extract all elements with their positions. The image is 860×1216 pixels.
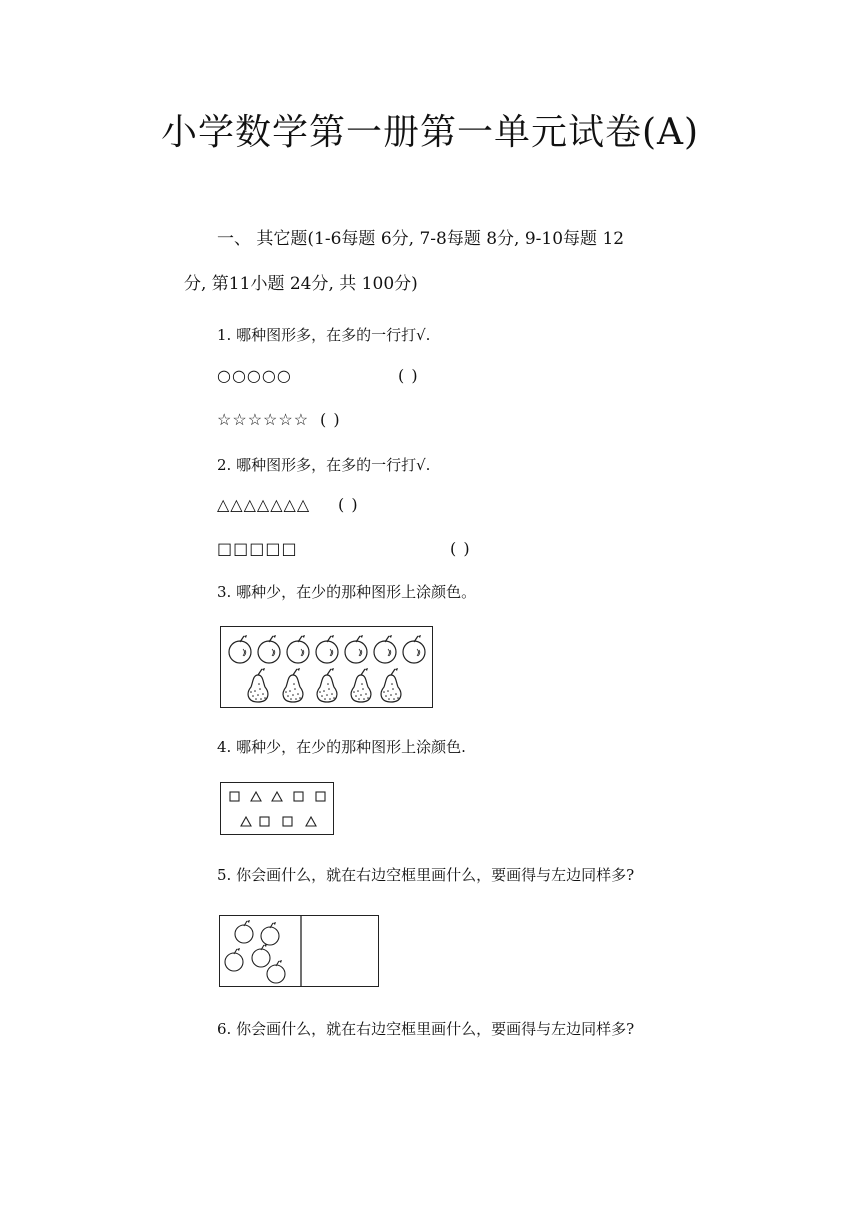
- apple-icon: [261, 922, 279, 945]
- square-icon: [230, 792, 239, 801]
- pear-icon: [381, 668, 401, 702]
- q5-empty-drawing-area[interactable]: [302, 916, 378, 986]
- apple-icon: [258, 635, 280, 663]
- apple-icon: [267, 960, 285, 983]
- page-title: 小学数学第一册第一单元试卷(A): [160, 112, 700, 153]
- q1-circles-answer-blank[interactable]: ( ): [398, 366, 419, 385]
- question-6: 6. 你会画什么，就在右边空框里画什么，要画得与左边同样多?: [217, 1020, 635, 1038]
- q3-fruit-box: [220, 626, 433, 708]
- q2-triangles-row: △△△△△△△: [217, 495, 311, 514]
- triangle-icon: [241, 817, 251, 826]
- apple-icon: [235, 920, 253, 943]
- section-heading-line2: 分, 第11小题 24分, 共 100分): [184, 274, 418, 294]
- q4-shapes-box: [220, 782, 334, 835]
- question-2: 2. 哪种图形多，在多的一行打√.: [217, 456, 431, 474]
- q1-circles-row: ○○○○○: [217, 366, 292, 385]
- pear-icon: [351, 668, 371, 702]
- apple-icon: [403, 635, 425, 663]
- apple-icon: [316, 635, 338, 663]
- q1-stars-answer-blank[interactable]: ( ): [320, 410, 341, 429]
- apple-icon: [345, 635, 367, 663]
- triangle-icon: [272, 792, 282, 801]
- apple-icon: [252, 944, 270, 967]
- q1-stars-row: ☆☆☆☆☆☆: [217, 410, 310, 429]
- pear-icon: [248, 668, 268, 702]
- square-icon: [316, 792, 325, 801]
- apple-icon: [287, 635, 309, 663]
- square-icon: [294, 792, 303, 801]
- q2-triangles-answer-blank[interactable]: ( ): [338, 495, 359, 514]
- pear-icon: [283, 668, 303, 702]
- square-icon: [260, 817, 269, 826]
- q2-squares-row: □□□□□: [217, 539, 298, 558]
- section-heading-line1: 一、 其它题(1-6每题 6分, 7-8每题 8分, 9-10每题 12: [217, 229, 625, 249]
- apple-icon: [229, 635, 251, 663]
- question-4: 4. 哪种少，在少的那种图形上涂颜色.: [217, 738, 466, 756]
- triangle-icon: [306, 817, 316, 826]
- q5-drawing-box: [219, 915, 379, 987]
- question-1: 1. 哪种图形多，在多的一行打√.: [217, 326, 431, 344]
- apple-icon: [225, 948, 243, 971]
- q2-squares-answer-blank[interactable]: ( ): [450, 539, 471, 558]
- pear-icon: [317, 668, 337, 702]
- apple-icon: [374, 635, 396, 663]
- question-3: 3. 哪种少，在少的那种图形上涂颜色。: [217, 583, 477, 601]
- triangle-icon: [251, 792, 261, 801]
- square-icon: [283, 817, 292, 826]
- question-5: 5. 你会画什么，就在右边空框里画什么，要画得与左边同样多?: [217, 866, 635, 884]
